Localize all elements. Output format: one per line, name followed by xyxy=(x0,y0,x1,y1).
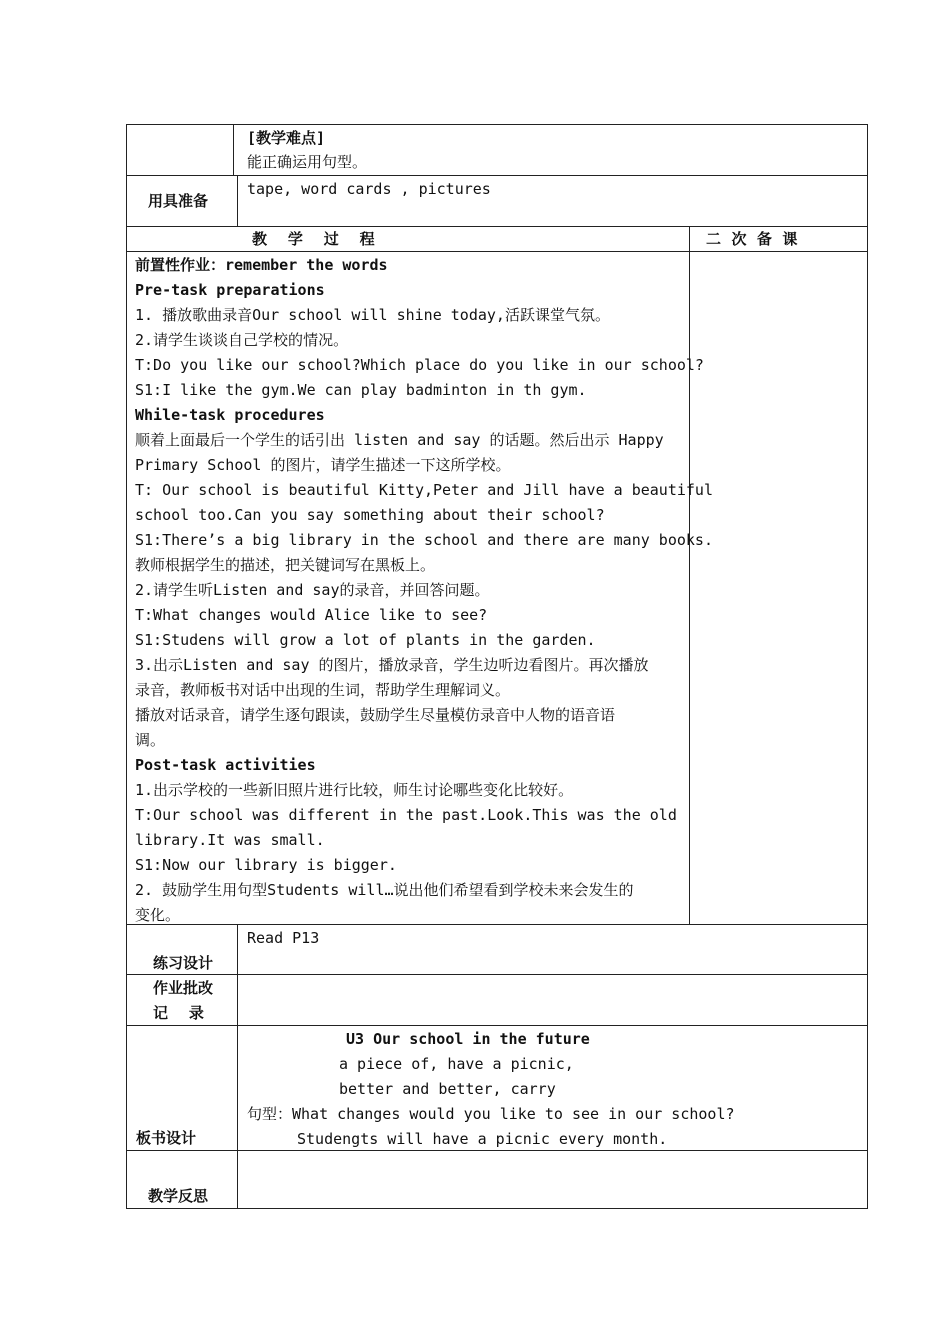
process-line: 调。 xyxy=(135,731,166,749)
process-line: T:Our school was different in the past.Look.This was the old xyxy=(135,806,677,824)
col-divider xyxy=(237,924,238,1209)
difficulty-text: 能正确运用句型。 xyxy=(247,153,368,171)
board-words-2: better and better, carry xyxy=(339,1080,556,1098)
process-line: library.It was small. xyxy=(135,831,325,849)
process-line: S1:Studens will grow a lot of plants in the garden. xyxy=(135,631,596,649)
process-line: S1:I like the gym.We can play badminton in th gym. xyxy=(135,381,587,399)
process-line: school too.Can you say something about their school? xyxy=(135,506,605,524)
col-divider xyxy=(233,124,234,176)
process-line: 播放对话录音，请学生逐句跟读，鼓励学生尽量模仿录音中人物的语音语 xyxy=(135,706,616,724)
process-line: S1:There’s a big library in the school and there are many books. xyxy=(135,531,713,549)
reflection-label: 教学反思 xyxy=(148,1187,209,1205)
row-divider xyxy=(126,251,868,252)
tools-label: 用具准备 xyxy=(148,192,209,210)
process-line: T:What changes would Alice like to see? xyxy=(135,606,488,624)
process-line: S1:Now our library is bigger. xyxy=(135,856,397,874)
process-line: 教师根据学生的描述，把关键词写在黑板上。 xyxy=(135,556,436,574)
process-line: Pre-task preparations xyxy=(135,281,325,299)
process-line: 顺着上面最后一个学生的话引出 listen and say 的话题。然后出示 Happy xyxy=(135,431,664,449)
board-example: Studengts will have a picnic every month. xyxy=(297,1130,668,1148)
process-line: While-task procedures xyxy=(135,406,325,424)
table-border-top xyxy=(126,124,868,125)
process-line: 2.请学生谈谈自己学校的情况。 xyxy=(135,331,349,349)
process-line: T: Our school is beautiful Kitty,Peter and Jill have a beautiful xyxy=(135,481,713,499)
homework-label-line2: 记 录 xyxy=(153,1004,204,1022)
table-border-right xyxy=(867,124,868,1209)
process-line: 变化。 xyxy=(135,906,181,924)
process-line: 3.出示Listen and say 的图片，播放录音，学生边听边看图片。再次播放 xyxy=(135,656,649,674)
process-line: 录音，教师板书对话中出现的生词，帮助学生理解词义。 xyxy=(135,681,511,699)
process-line: 1. 播放歌曲录音Our school will shine today,活跃课堂气氛。 xyxy=(135,306,610,324)
tools-value: tape, word cards , pictures xyxy=(247,180,491,198)
process-line: 1.出示学校的一些新旧照片进行比较，师生讨论哪些变化比较好。 xyxy=(135,781,574,799)
process-header: 教 学 过 程 xyxy=(252,230,375,248)
second-prep-header: 二 次 备 课 xyxy=(706,230,798,248)
board-title: U3 Our school in the future xyxy=(346,1030,590,1048)
process-line: Post-task activities xyxy=(135,756,316,774)
board-label: 板书设计 xyxy=(136,1129,197,1147)
col-divider xyxy=(237,175,238,227)
table-border-left xyxy=(126,124,127,1209)
col-divider xyxy=(689,226,690,925)
exercise-label: 练习设计 xyxy=(153,954,214,972)
exercise-value: Read P13 xyxy=(247,929,320,947)
process-line: 前置性作业：remember the words xyxy=(135,256,388,274)
process-line: 2. 鼓励学生用句型Students will…说出他们希望看到学校未来会发生的 xyxy=(135,881,634,899)
process-line: T:Do you like our school?Which place do you like in our school? xyxy=(135,356,704,374)
difficulty-title: [教学难点] xyxy=(247,129,326,147)
process-line: 2.请学生听Listen and say的录音，并回答问题。 xyxy=(135,581,490,599)
board-words-1: a piece of, have a picnic, xyxy=(339,1055,574,1073)
board-pattern: 句型：What changes would you like to see in our school? xyxy=(247,1105,735,1123)
homework-label-line1: 作业批改 xyxy=(153,979,214,997)
process-line: Primary School 的图片，请学生描述一下这所学校。 xyxy=(135,456,511,474)
